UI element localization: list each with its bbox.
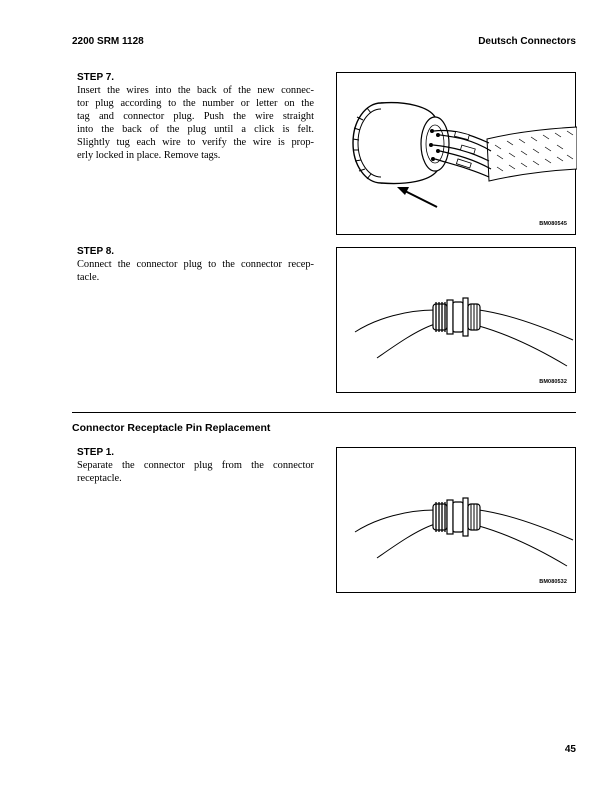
step-8-text <box>77 258 314 284</box>
step-7-line: tag and connector plug. Push the wire straight <box>77 111 314 123</box>
step-8-line: tacle. <box>77 272 100 284</box>
step-7-line: Slightly tug each wire to verify the wire is prop- <box>77 137 314 149</box>
figure-code: BM080532 <box>539 579 567 585</box>
connector-plug-illustration <box>337 73 577 236</box>
step-1-text <box>77 459 314 485</box>
section-heading: Deutsch Connectors <box>478 36 576 47</box>
step-7-line: into the back of the plug until a click is felt. <box>77 124 314 136</box>
step-7-title: STEP 7. <box>77 72 115 83</box>
step-8-line: Connect the connector plug to the connector recep- <box>77 259 314 270</box>
step-1-line: Separate the connector plug from the connector <box>77 460 314 471</box>
section-divider <box>72 412 576 413</box>
step-8-title: STEP 8. <box>77 246 115 257</box>
step-1-title: STEP 1. <box>77 447 115 458</box>
step-1-line: receptacle. <box>77 473 122 485</box>
figure-code: BM080545 <box>539 221 567 227</box>
figure-code: BM080532 <box>539 379 567 385</box>
document-code: 2200 SRM 1128 <box>72 36 144 47</box>
step-7-line: Insert the wires into the back of the new connec- <box>77 85 314 96</box>
step-7-text <box>77 84 314 163</box>
section-title: Connector Receptacle Pin Replacement <box>72 422 271 434</box>
separated-connector-illustration <box>337 448 577 594</box>
step-7-line: tor plug according to the number or letter on the <box>77 98 314 110</box>
step-7-line: erly locked in place. Remove tags. <box>77 150 221 162</box>
page-number: 45 <box>564 744 576 755</box>
figure-wire-insertion <box>336 72 576 235</box>
figure-separate-plug <box>336 447 576 593</box>
connected-connector-illustration <box>337 248 577 394</box>
figure-connected-plug <box>336 247 576 393</box>
